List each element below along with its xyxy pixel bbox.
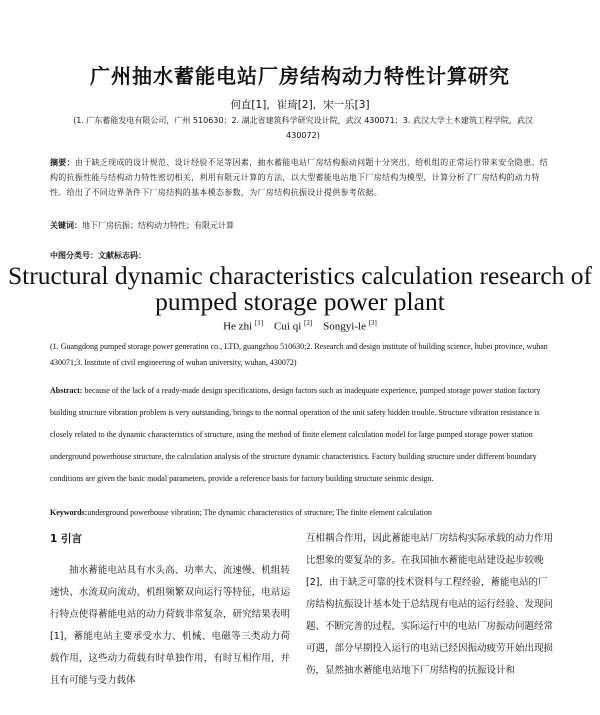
english-affiliation: (1. Guangdong pumped storage power generation co., LTD, guangzhou 510630;2. Research and design institute of building science, hubei province, wuhan 430071;3. Institute of civil engineering of wuhan university, wuhan, 430072) bbox=[50, 342, 548, 367]
author-3-mark: [3] bbox=[368, 319, 377, 327]
english-keywords-text: underground powerhouse vibration; The dynamic characteristics of structure; The finite element calculation bbox=[87, 508, 432, 517]
chinese-affiliation: (1. 广东蓄能发电有限公司，广州 510630；2. 湖北省建筑科学研究设计院，武汉 430071；3. 武汉大学土木建筑工程学院，武汉 430072) bbox=[73, 116, 533, 140]
chinese-abstract-label: 摘要： bbox=[50, 158, 75, 167]
author-2-name: Cui qi bbox=[274, 320, 302, 333]
english-abstract bbox=[50, 380, 552, 490]
english-authors bbox=[0, 319, 600, 333]
body-right-column bbox=[306, 528, 554, 682]
section-heading: 1 引言 bbox=[50, 533, 82, 545]
right-paragraph: 互相耦合作用，因此蓄能电站厂房结构实际承载的动力作用比想象的要复杂的多。在我国抽水蓄能电站建设起步较晚[2]，由于缺乏可靠的技术资料与工程经验，蓄能电站的厂房结构抗振设计基本处于总结现有电站的运行经验、发现问题、不断完善的过程，实际运行中的电站厂房振动问题经常可遇，部分早期投入运行的电站已经因振动疲劳开始出现损伤，显然抽水蓄能电站地下厂房结构的抗振设计和 bbox=[306, 533, 554, 676]
chinese-abstract bbox=[50, 155, 550, 200]
author-3-name: Songyi-le bbox=[323, 320, 366, 333]
chinese-title: 广州抽水蓄能电站厂房结构动力特性计算研究 bbox=[90, 64, 510, 88]
english-keywords bbox=[50, 508, 552, 517]
left-paragraph: 抽水蓄能电站具有水头高、功率大、流速慢、机组转速快、水流双向流动、机组频繁双向运行等特征，电站运行特点使得蓄能电站的动力荷载非常复杂，研究结果表明[1]，蓄能电站主要承受水力、机械、电磁等三类动力荷载作用，这些动力荷载有时单独作用，有时互相作用，并且有可能与受力载体 bbox=[50, 565, 290, 686]
body-left-column bbox=[50, 528, 290, 692]
author-1-mark: [1] bbox=[254, 319, 264, 327]
chinese-abstract-text: 由于缺乏现成的设计规范、设计经验不足等因素，抽水蓄能电站厂房结构振动问题十分突出，给机组的正常运行带来安全隐患。结构的抗振性能与结构动力特性密切相关，利用有限元计算的方法，以大型蓄能电站地下厂房结构为模型，计算分析了厂房结构的动力特性。给出了不同边界条件下厂房结构的基本模态参数，为厂房结构抗振设计提供参考依据。 bbox=[50, 158, 548, 197]
chinese-authors: 何直[1]，崔琦[2]，宋一乐[3] bbox=[230, 99, 370, 111]
classification-line: 中图分类号：文献标志码： bbox=[50, 251, 146, 260]
chinese-keywords-label: 关键词： bbox=[50, 221, 82, 230]
chinese-keywords bbox=[50, 220, 550, 231]
english-keywords-label: Keywords: bbox=[50, 508, 88, 517]
chinese-keywords-text: 地下厂房抗振；结构动力特性；有限元计算 bbox=[82, 221, 234, 230]
author-1-name: He zhi bbox=[223, 320, 253, 333]
english-abstract-label: Abstract: bbox=[50, 386, 83, 395]
english-title: Structural dynamic characteristics calculation research of pumped storage power plant bbox=[7, 261, 593, 316]
english-abstract-text: because of the lack of a ready-made design specifications, design factors such as inadequate experience, pumped storage power station factory building structure vibration problem is very outstanding, brings to the normal operation of the unit safety hidden trouble. Structure vibration resistance is closely related to the dynamic characteristics of structure, using the method of finite element calculation model for large pumped storage power station underground powerhouse structure, the calculation analysis of the structure dynamic characteristics. Factory building structure under different boundary conditions are given the basic modal parameters, provide a reference basis for factory building structure seismic design. bbox=[50, 386, 541, 483]
author-2-mark: [2] bbox=[304, 319, 313, 327]
